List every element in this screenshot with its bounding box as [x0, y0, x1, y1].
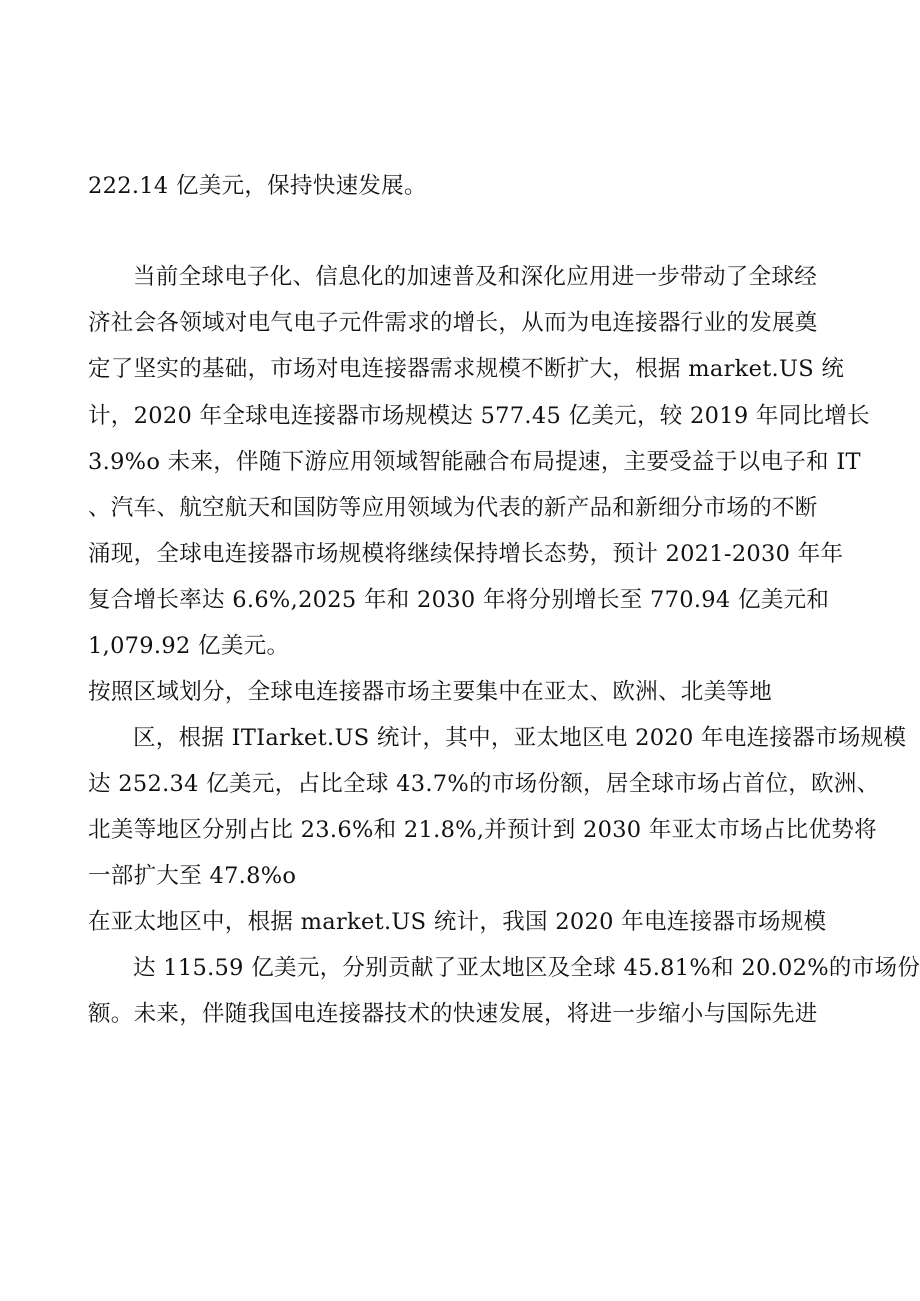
- text-line: 定了坚实的基础，市场对电连接器需求规模不断扩大，根据 market.US 统: [88, 356, 845, 382]
- text-line: 1,079.92 亿美元。: [88, 633, 290, 659]
- text-line: 达 252.34 亿美元，占比全球 43.7%的市场份额，居全球市场占首位，欧洲、: [88, 771, 880, 797]
- text-line: 3.9%o 未来，伴随下游应用领域智能融合布局提速，主要受益于以电子和 IT: [88, 449, 861, 475]
- text-line: 北美等地区分别占比 23.6%和 21.8%,并预计到 2030 年亚太市场占比优势将: [88, 817, 877, 843]
- text-line: 在亚太地区中，根据 market.US 统计，我国 2020 年电连接器市场规模: [88, 909, 827, 935]
- text-line: 按照区域划分，全球电连接器市场主要集中在亚太、欧洲、北美等地: [88, 679, 773, 705]
- paragraph-first-line: 达 115.59 亿美元，分别贡献了亚太地区及全球 45.81%和 20.02%的市场份: [133, 955, 920, 981]
- text-line: 222.14 亿美元，保持快速发展。: [88, 173, 427, 199]
- paragraph-first-line: 区，根据 ITIarket.US 统计，其中，亚太地区电 2020 年电连接器市场规模: [133, 725, 907, 751]
- text-line: 济社会各领域对电气电子元件需求的增长，从而为电连接器行业的发展奠: [88, 310, 818, 336]
- text-line: 一部扩大至 47.8%o: [88, 863, 297, 889]
- paragraph-first-line: 当前全球电子化、信息化的加速普及和深化应用进一步带动了全球经: [133, 264, 818, 290]
- text-line: 计，2020 年全球电连接器市场规模达 577.45 亿美元，较 2019 年同比增长: [88, 403, 870, 429]
- text-line: 、汽车、航空航天和国防等应用领域为代表的新产品和新细分市场的不断: [88, 495, 818, 521]
- text-line: 额。未来，伴随我国电连接器技术的快速发展，将进一步缩小与国际先进: [88, 1001, 818, 1027]
- text-line: 涌现，全球电连接器市场规模将继续保持增长态势，预计 2021-2030 年年: [88, 541, 844, 567]
- text-line: 复合增长率达 6.6%,2025 年和 2030 年将分别增长至 770.94 亿美元和: [88, 587, 830, 613]
